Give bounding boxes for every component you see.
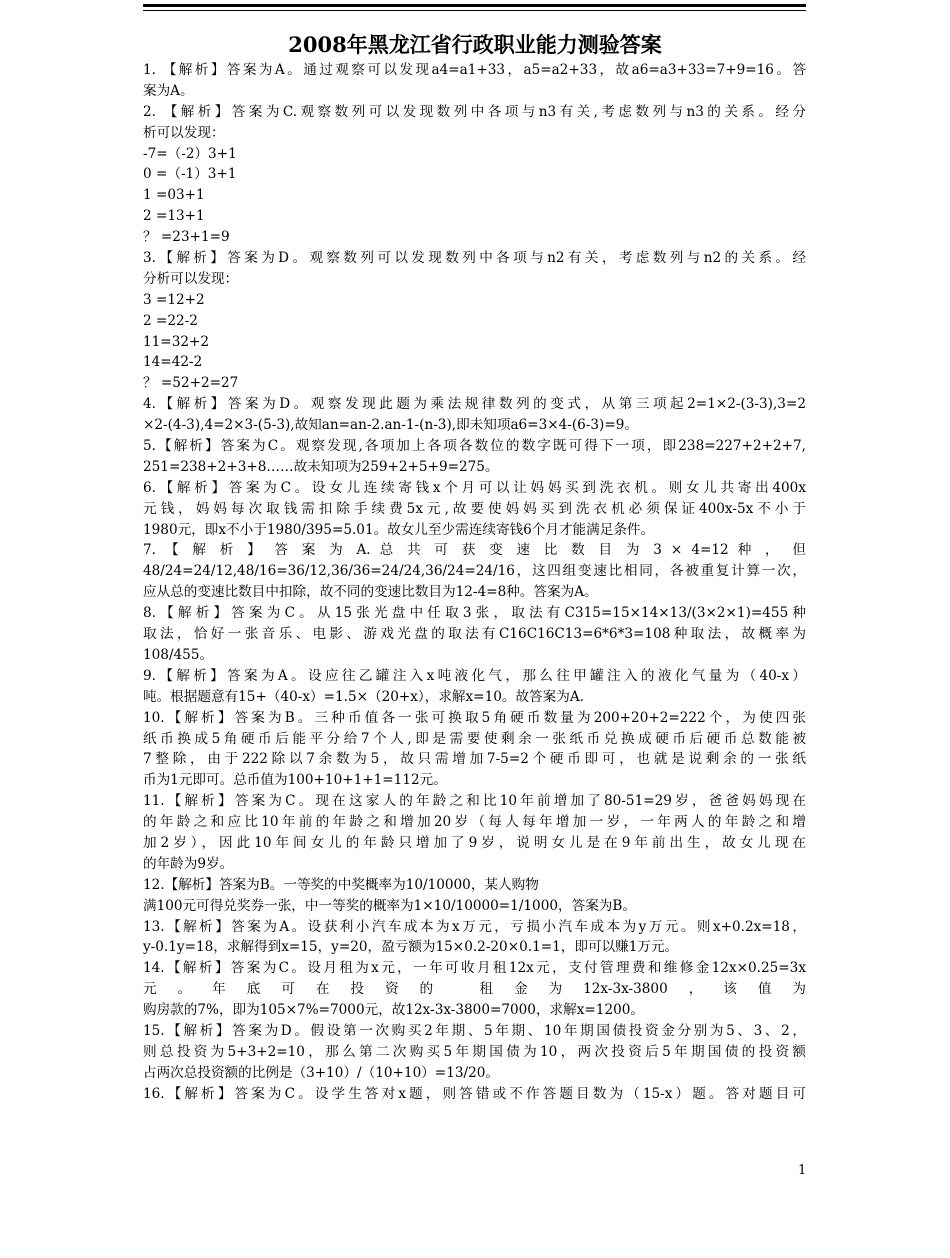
text-line: y-0.1y=18，求解得到x=15，y=20，盈亏额为15×0.2-20×0.1=1，即可以赚1万元。 (143, 939, 679, 956)
text-line: -7=（-2）3+1 (143, 145, 237, 162)
text-line: 1980元，即x不小于1980/395=5.01。故女儿至少需连续寄钱6个月才能满足条件。 (143, 521, 655, 538)
text-line: 11=32+2 (143, 333, 210, 350)
text-line: 应从总的变速比数目中扣除，故不同的变速比数目为12-4=8种。答案为A。 (143, 584, 598, 601)
text-line: 9.【解析】答案为A。设应往乙罐注入x吨液化气，那么往甲罐注入的液化气量为（40-x） (143, 667, 806, 684)
text-line: 12.【解析】答案为B。一等奖的中奖概率为10/10000，某人购物 (143, 876, 539, 893)
document-title: 2008年黑龙江省行政职业能力测验答案 (288, 32, 662, 57)
text-line: 分析可以发现： (143, 270, 239, 287)
text-line: 案为A。 (143, 82, 194, 99)
text-line: 11.【解析】答案为C。现在这家人的年龄之和比10年前增加了80-51=29岁，爸爸妈妈现在 (143, 793, 806, 810)
page-number: 1 (798, 1163, 807, 1178)
text-line: 元。年底可在投资的 租金为12x-3x-3800，该值为 (143, 981, 806, 998)
text-line: 占两次总投资额的比例是（3+10）/（10+10）=13/20。 (143, 1064, 499, 1081)
text-line: ？ =23+1=9 (143, 229, 230, 246)
text-line: 币为1元即可。总币值为100+10+1+1=112元。 (143, 772, 447, 789)
text-line: 纸币换成5角硬币后能平分给7个人,即是需要使剩余一张纸币兑换成硬币后硬币总数能被 (143, 730, 806, 747)
text-line: ？ =52+2=27 (143, 375, 239, 392)
text-line: 48/24=24/12,48/16=36/12,36/36=24/24,36/24=24/16，这四组变速比相同，各被重复计算一次， (143, 563, 806, 580)
text-line: 析可以发现： (143, 124, 225, 141)
text-line: 3.【解析】答案为D。观察数列可以发现数列中各项与n2有关，考虑数列与n2的关系。经 (143, 250, 806, 267)
text-line: 加2岁），因此10年间女儿的年龄只增加了9岁，说明女儿是在9年前出生，故女儿现在 (143, 834, 806, 851)
text-line: 14.【解析】答案为C。设月租为x元，一年可收月租12x元，支付管理费和维修金12x×0.25=3x (143, 960, 806, 977)
text-line: 14=42-2 (143, 354, 203, 371)
text-line: 15.【解析】答案为D。假设第一次购买2年期、5年期、10年期国债投资金分别为5、3、2， (143, 1022, 806, 1039)
text-line: 10.【解析】答案为B。三种币值各一张可换取5角硬币数量为200+20+2=222个，为使四张 (143, 709, 806, 726)
text-line: 满100元可得兑奖券一张，中一等奖的概率为1×10/10000=1/1000，答案为B。 (143, 897, 636, 914)
text-line: 5.【解析】答案为C。观察发现,各项加上各项各数位的数字既可得下一项，即238=227+2+2+7, (143, 438, 806, 455)
text-line: 则总投资为5+3+2=10，那么第二次购买5年期国债为10，两次投资后5年期国债的投资额 (143, 1043, 806, 1060)
text-line: 251=238+2+3+8……故未知项为259+2+5+9=275。 (143, 458, 499, 475)
text-line: 2. 【解析】答案为C.观察数列可以发现数列中各项与n3有关,考虑数列与n3的关系。经分 (143, 103, 806, 120)
text-line: 2 =22-2 (143, 312, 198, 329)
text-line: 购房款的7%，即为105×7%=7000元，故12x-3x-3800=7000，求解x=1200。 (143, 1002, 644, 1019)
document-body (143, 60, 806, 1105)
text-line: 4.【解析】答案为D。观察发现此题为乘法规律数列的变式，从第三项起2=1×2-(3-3),3=2 (143, 396, 806, 413)
text-line: 6.【解析】答案为C。设女儿连续寄钱x个月可以让妈妈买到洗衣机。则女儿共寄出400x (143, 479, 806, 496)
text-line: 元钱，妈妈每次取钱需扣除手续费5x元,故要使妈妈买到洗衣机必须保证400x-5x不小于 (143, 500, 806, 517)
text-line: 的年龄之和应比10年前的年龄之和增加20岁（每人每年增加一岁，一年两人的年龄之和增 (143, 814, 806, 831)
text-line: 1. 【解析】答案为A。通过观察可以发现a4=a1+33，a5=a2+33，故a6=a3+33=7+9=16。答 (143, 62, 806, 78)
text-line: 吨。根据题意有15+（40-x）=1.5×（20+x），求解x=10。故答案为A. (143, 688, 584, 705)
text-line: 7. 【 解 析 】 答 案 为 A. 总 共 可 获 变 速 比 数 目 为 3 × 4=12 种 ， 但 (143, 542, 806, 559)
text-line: 1 =03+1 (143, 187, 205, 204)
text-line: 取法，恰好一张音乐、电影、游戏光盘的取法有C16C16C13=6*6*3=108种取法，故概率为 (143, 626, 806, 643)
text-line: 的年龄为9岁。 (143, 855, 234, 872)
text-line: 13.【解析】答案为A。设获利小汽车成本为x万元，亏损小汽车成本为y万元。则x+0.2x=18， (143, 918, 806, 935)
text-line: 16.【解析】答案为C。设学生答对x题，则答错或不作答题目数为（15-x）题。答对题目可 (143, 1085, 806, 1102)
text-line: 108/455。 (143, 646, 214, 663)
text-line: 0 =（-1）3+1 (143, 166, 237, 183)
text-line: 7整除，由于222除以7余数为5，故只需增加7-5=2个硬币即可，也就是说剩余的一张纸 (143, 751, 806, 768)
text-line: 2 =13+1 (143, 208, 205, 225)
text-line: 3 =12+2 (143, 291, 205, 308)
text-line: 8.【解析】答案为C。从15张光盘中任取3张，取法有C315=15×14×13/(3×2×1)=455种 (143, 605, 806, 622)
header-rule-thin (143, 10, 806, 11)
header-rule-thick (143, 4, 806, 7)
text-line: ×2-(4-3),4=2×3-(5-3),故知an=an-2.an-1-(n-3),即未知项a6=3×4-(6-3)=9。 (143, 417, 638, 434)
